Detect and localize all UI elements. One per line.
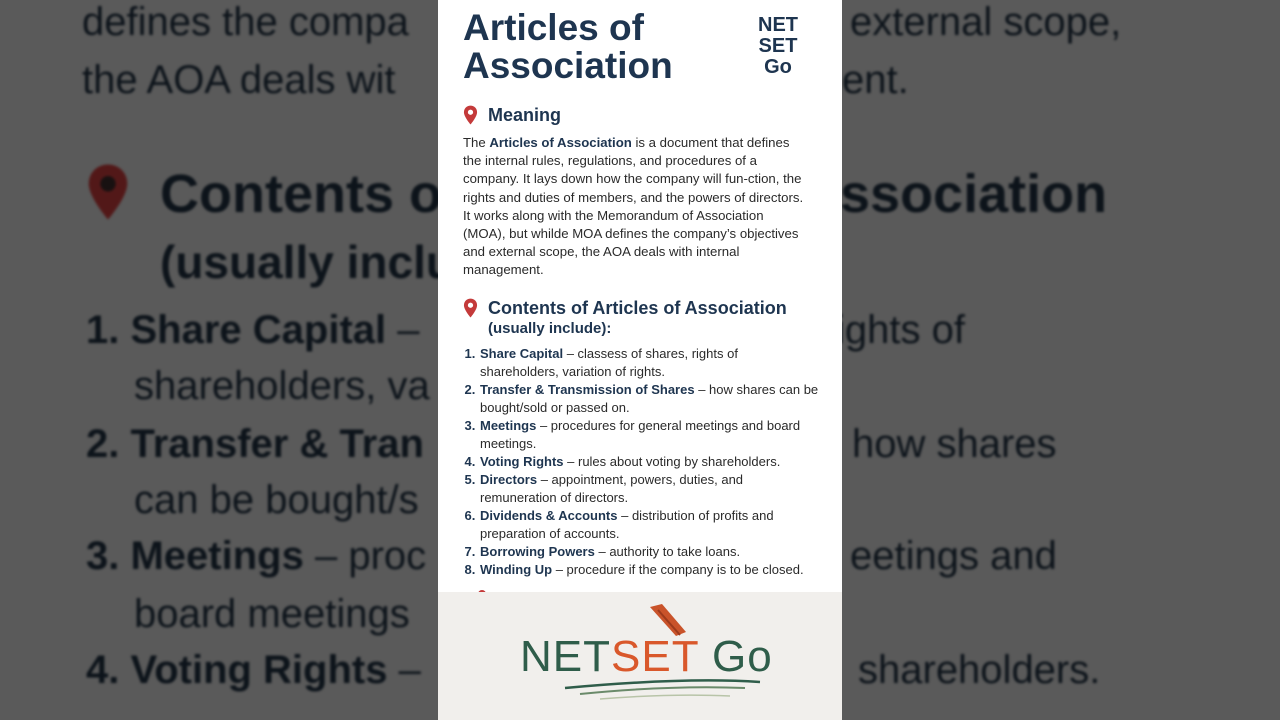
contents-subheading: (usually include): [488,320,612,337]
list-item: 3. Meetings – procedures for general meetings and board meetings. [479,417,819,453]
brand-line: SET [758,35,798,57]
meaning-heading [463,104,823,126]
location-pin-icon [463,105,478,125]
page-title: Articles of Association [463,7,673,86]
document-panel [438,0,842,720]
contents-heading-text: Contents of Articles of Association [488,298,787,318]
list-item: 5. Directors – appointment, powers, duties, and remuneration of directors. [479,471,819,507]
meaning-paragraph: The Articles of Association is a document that defines the internal rules, regulations, and procedures of a company. It lays down how the company will fun-ction, the rights and duties of members, and the powers of directors. It works along with the Memorandum of Association (MOA), but whilde MOA defines the company’s objectives and external scope, the AOA deals with internal management. [463,135,804,278]
list-item: 2. Transfer & Transmission of Shares – how shares can be bought/sold or passed on. [479,381,819,417]
location-pin-icon [463,298,478,318]
netsetgo-logo: NETSET Go [520,632,773,681]
list-item: 1. Share Capital – classess of shares, rights of shareholders, variation of rights. [479,345,819,381]
contents-section [463,297,823,579]
contents-heading [463,297,823,319]
brand-line: Go [764,56,792,78]
brand-line: NET [758,14,798,36]
contents-list [463,345,819,579]
meaning-section [463,104,823,280]
list-item: 6. Dividends & Accounts – distribution of profits and preparation of accounts. [479,507,819,543]
meaning-heading-text: Meaning [488,105,562,125]
brand-mark [750,15,806,78]
list-item: 7. Borrowing Powers – authority to take loans. [479,543,819,561]
logo-band [438,592,842,720]
list-item: 8. Winding Up – procedure if the company is to be closed. [479,561,819,579]
list-item: 4. Voting Rights – rules about voting by shareholders. [479,453,819,471]
